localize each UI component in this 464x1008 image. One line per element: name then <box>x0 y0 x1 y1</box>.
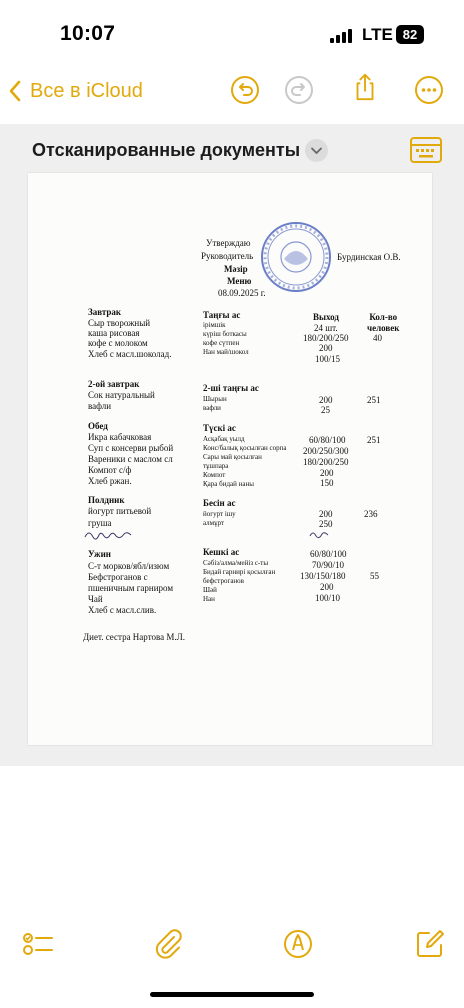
scanned-page <box>28 173 432 745</box>
dish-ru: Икра кабачковая <box>88 432 152 442</box>
section-title-ru: 2-ой завтрак <box>88 379 140 389</box>
dish-ru: груша <box>88 518 112 528</box>
official-stamp <box>260 221 332 293</box>
output-value: 130/150/180 <box>300 571 346 581</box>
head-label: Руководитель <box>201 251 254 261</box>
signature-1 <box>83 528 133 542</box>
dish-kz: Бидай гарнирі қосылған <box>203 568 276 576</box>
output-value: 200/250/300 <box>303 446 349 456</box>
dish-kz: Нан <box>203 595 215 603</box>
dish-ru: Хлеб ржан. <box>88 476 132 486</box>
column-output: Выход <box>313 312 339 322</box>
undo-icon[interactable] <box>230 75 260 105</box>
section-title-ru: Полдник <box>88 495 125 505</box>
dish-kz: Конс/балық қосылған сорпа <box>203 444 287 452</box>
section-title-kz: Бесін ас <box>203 498 236 508</box>
home-indicator <box>150 992 314 997</box>
dish-ru: Суп с консерви рыбой <box>88 443 174 453</box>
dish-kz: вафли <box>203 404 221 412</box>
dish-kz: кофе сүтпен <box>203 339 240 347</box>
dish-ru: вафли <box>88 401 112 411</box>
menu-date: 08.09.2025 г. <box>218 288 266 298</box>
dish-kz: тұшпара <box>203 462 229 470</box>
section-title-ru: Ужин <box>88 549 111 559</box>
output-value: 200 <box>319 509 333 519</box>
share-icon[interactable] <box>350 72 380 102</box>
status-time: 10:07 <box>60 22 116 45</box>
section-title-kz: Кешкі ас <box>203 547 240 557</box>
dish-kz: Нан май/шокол <box>203 348 249 356</box>
dish-kz: Сары май қосылған <box>203 453 262 461</box>
section-title-kz: Түскі ас <box>203 423 236 433</box>
menu-title-ru: Меню <box>227 276 252 286</box>
checklist-icon[interactable] <box>22 928 54 960</box>
dish-ru: Чай <box>88 594 103 604</box>
more-icon[interactable] <box>414 75 444 105</box>
signal-icon <box>330 29 352 43</box>
output-value: 100/15 <box>315 354 341 364</box>
section-title-ru: Обед <box>88 421 108 431</box>
dish-ru: Хлеб с масл.шоколад. <box>88 349 172 359</box>
dish-ru: Сок натуральный <box>88 390 155 400</box>
qty-value: 55 <box>370 571 379 581</box>
dish-kz: йогурт ішу <box>203 510 236 518</box>
dish-kz: Қара бидай наны <box>203 480 254 488</box>
output-value: 100/10 <box>315 593 341 603</box>
output-value: 200 <box>320 468 334 478</box>
output-value: 24 шт. <box>314 323 338 333</box>
output-value: 180/200/250 <box>303 333 349 343</box>
back-button[interactable] <box>8 76 143 106</box>
battery-indicator: 82 <box>396 25 424 44</box>
output-value: 25 <box>321 405 330 415</box>
dish-kz: алмұрт <box>203 519 225 527</box>
column-qty: Кол-во человек <box>367 312 400 333</box>
dish-kz: ірімшік <box>203 321 226 329</box>
footer-signature-line: Диет. сестра Нартова М.Л. <box>83 632 185 642</box>
section-title-ru: Завтрак <box>88 307 122 317</box>
dish-ru: Вареники с маслом сл <box>88 454 173 464</box>
back-label: Все в iCloud <box>30 79 143 102</box>
chevron-down-icon <box>305 139 328 162</box>
output-value: 60/80/100 <box>310 549 347 559</box>
section-title-kz: 2-ші таңғы ас <box>203 383 259 393</box>
status-bar <box>0 0 464 66</box>
dish-ru: Сыр творожный <box>88 318 151 328</box>
output-value: 200 <box>319 343 333 353</box>
title-menu-button[interactable] <box>305 139 328 162</box>
output-value: 200 <box>319 395 333 405</box>
bottom-toolbar <box>0 920 464 970</box>
chevron-left-icon <box>8 80 22 102</box>
dish-kz: күріш боткасы <box>203 330 247 338</box>
document-title: Отсканированные документы <box>32 140 301 160</box>
dish-kz: Шәй <box>203 586 217 594</box>
dish-ru: йогурт питьевой <box>88 506 152 516</box>
nav-bar <box>0 66 464 116</box>
output-value: 250 <box>319 519 333 529</box>
menu-title-kz: Мәзір <box>224 264 248 274</box>
dish-ru: Хлеб с масл.слив. <box>88 605 157 615</box>
dish-ru: Компот с/ф <box>88 465 132 475</box>
qty-value: 251 <box>367 395 381 405</box>
network-label: LTE <box>362 25 393 44</box>
dish-ru: С-т морков/ябл/изюм <box>88 561 170 571</box>
dish-kz: Компот <box>203 471 226 479</box>
head-name: Бурдинская О.В. <box>337 252 401 262</box>
output-value: 150 <box>320 478 334 488</box>
signature-2 <box>308 528 330 540</box>
dish-kz: Сәбіз/алма/мейіз с-ты <box>203 559 269 567</box>
redo-icon[interactable] <box>284 75 314 105</box>
compose-icon[interactable] <box>414 928 446 960</box>
output-value: 180/200/250 <box>303 457 349 467</box>
output-value: 70/90/10 <box>312 560 345 570</box>
qty-value: 236 <box>364 509 378 519</box>
dish-kz: Шырын <box>203 395 227 403</box>
approve-label: Утверждаю <box>206 238 251 248</box>
dish-ru: Бефстроганов с <box>88 572 148 582</box>
output-value: 200 <box>320 582 334 592</box>
dish-ru: пшеничным гарниром <box>88 583 174 593</box>
section-title-kz: Таңғы ас <box>203 310 241 320</box>
keyboard-icon[interactable] <box>410 137 442 163</box>
dish-ru: кофе с молоком <box>88 338 148 348</box>
markup-icon[interactable] <box>282 928 314 960</box>
dish-ru: каша рисовая <box>88 328 140 338</box>
attachment-icon[interactable] <box>152 928 184 960</box>
qty-value: 40 <box>373 333 382 343</box>
qty-value: 251 <box>367 435 381 445</box>
output-value: 60/80/100 <box>309 435 346 445</box>
dish-kz: Асқабақ уылд <box>203 435 245 443</box>
dish-kz: бефстроганов <box>203 577 244 585</box>
